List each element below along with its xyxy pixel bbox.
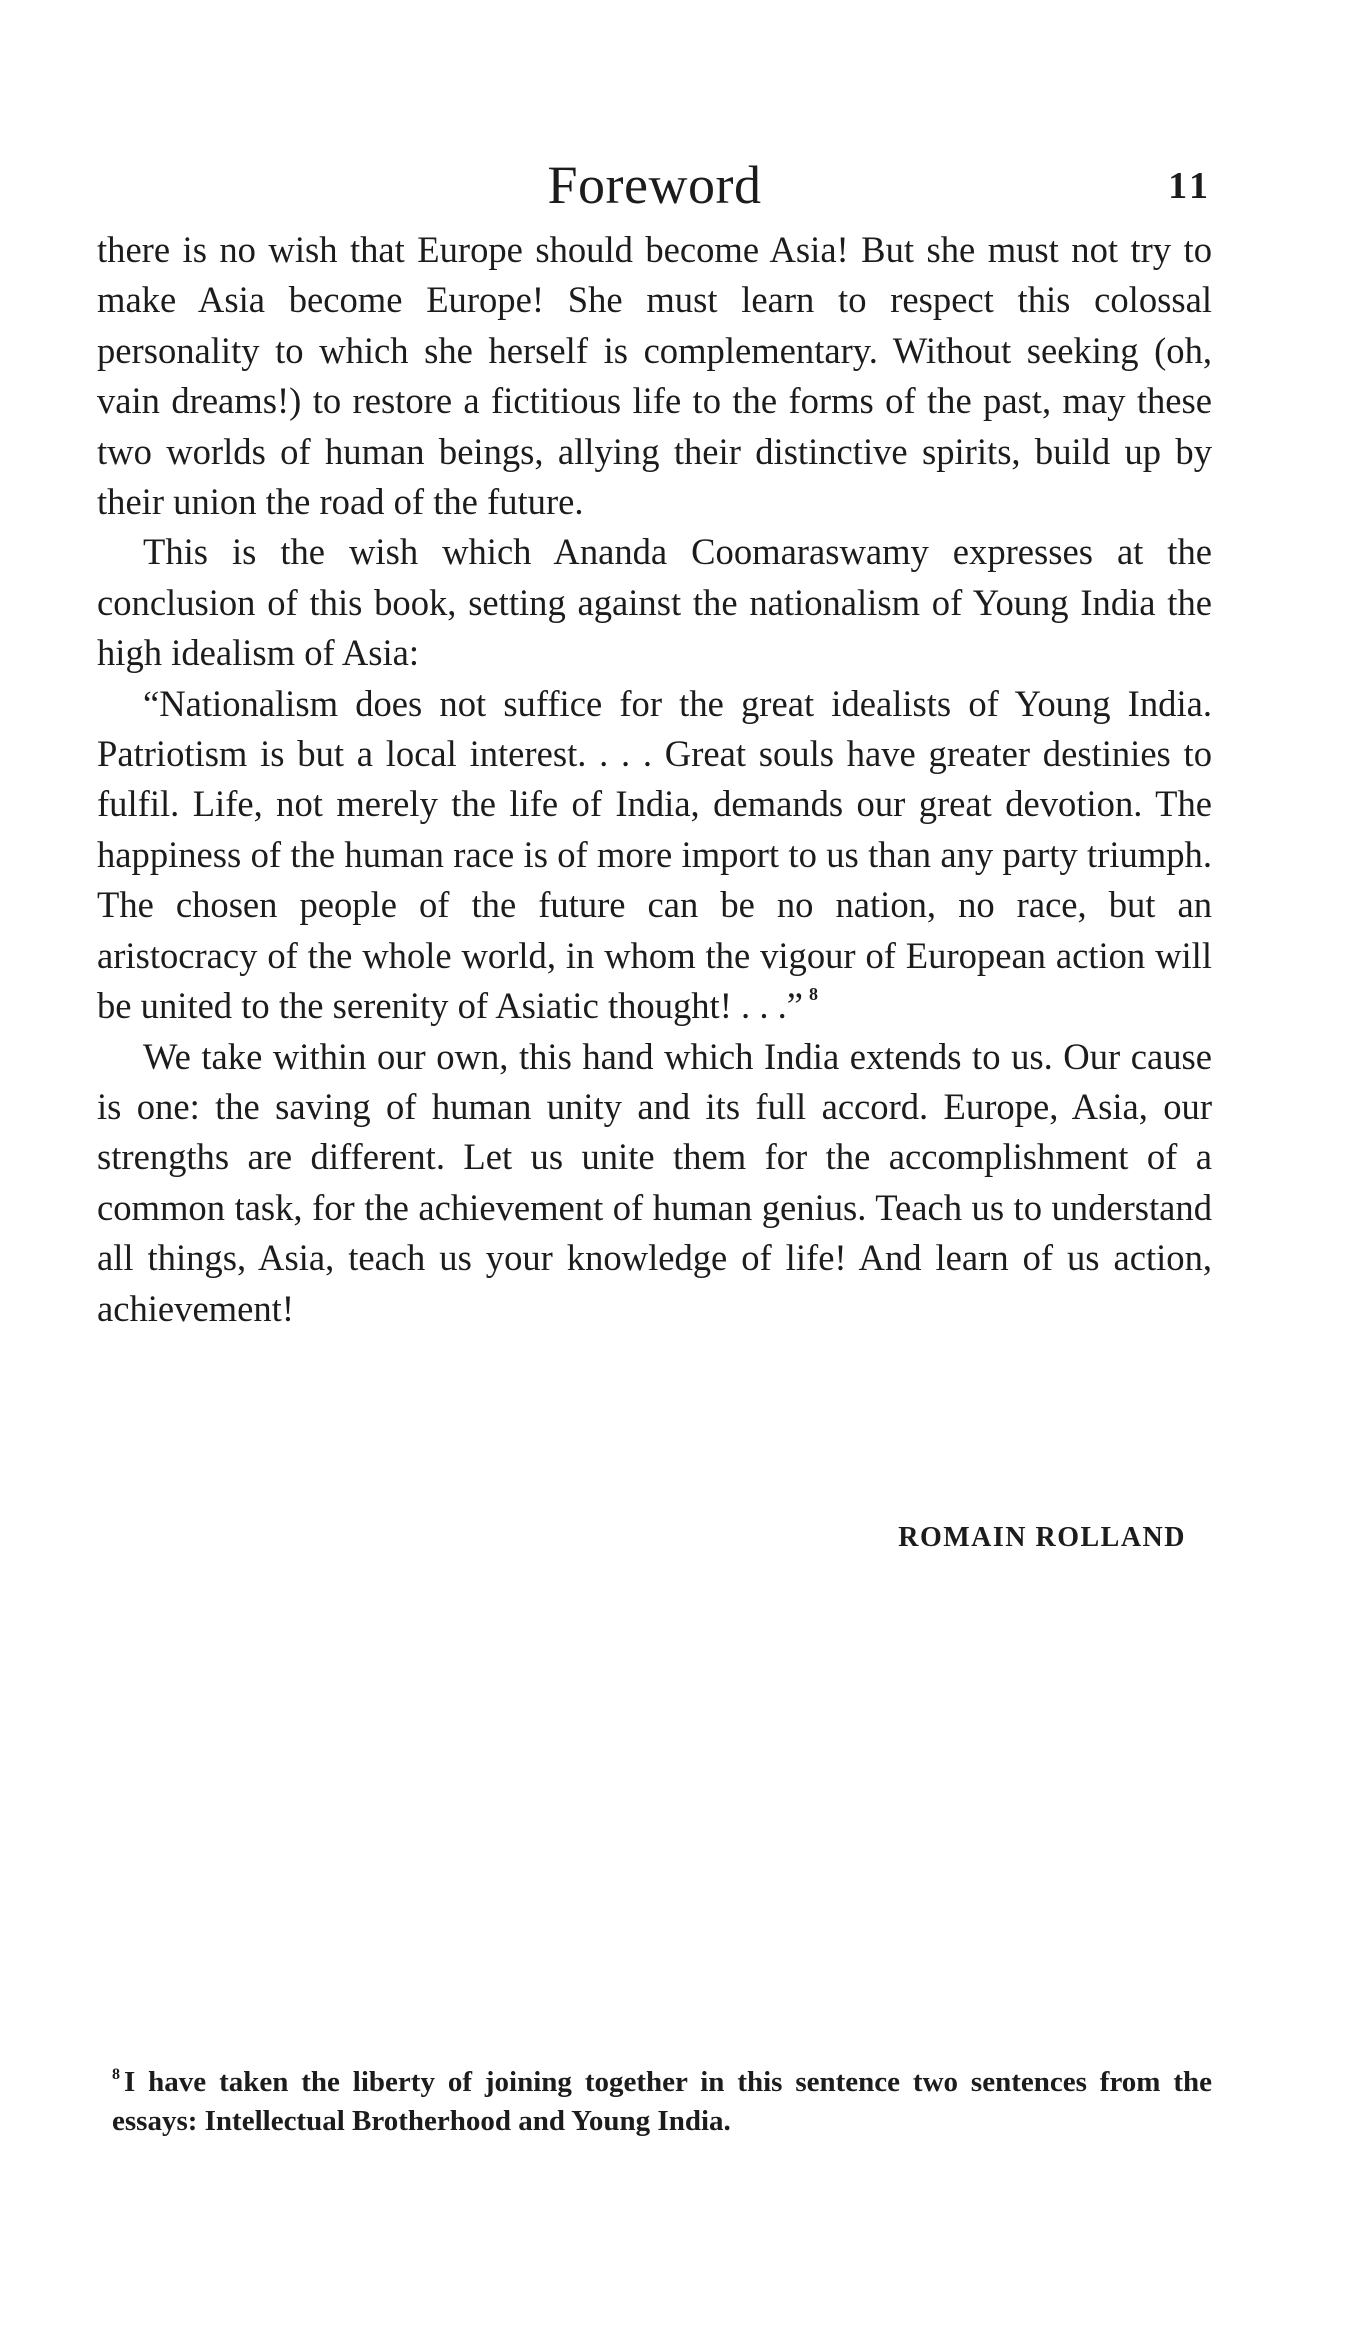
page-header bbox=[97, 150, 1212, 220]
footnote-reference: 8 bbox=[809, 984, 819, 1005]
quotation-text: “Nationalism does not suffice for the great idealists of Young India. Patriotism is but a local interest. . . . Great souls have greater destinies to fulfil. Life, not merely the life of India, demands our great devotion. The happiness of the human race is of more import to us than any party triumph. The chosen people of the future can be no nation, no race, but an aristocracy of the whole world, in whom the vigour of European action will be united to the serenity of Asiatic thought! . . .” bbox=[97, 682, 1212, 1027]
paragraph-2: This is the wish which Ananda Coomaraswamy expresses at the conclusion of this book, setting against the nationalism of Young India the high idealism of Asia: bbox=[97, 531, 1212, 674]
body-text bbox=[97, 225, 1212, 1334]
footnote bbox=[112, 2055, 1212, 2141]
page-number: 11 bbox=[1168, 165, 1212, 207]
footnote-text: I have taken the liberty of joining together in this sentence two sentences from the essays: Intellectual Brotherhood and Young India. bbox=[112, 2066, 1212, 2137]
author-signature: ROMAIN ROLLAND bbox=[898, 1522, 1186, 1553]
paragraph-1: there is no wish that Europe should become Asia! But she must not try to make Asia become Europe! She must learn to respect this colossal personality to which she herself is complementary. Without seeking (oh, vain dreams!) to restore a fictitious life to the forms of the past, may these two worlds of human beings, allying their distinctive spirits, build up by their union the road of the future. bbox=[97, 229, 1212, 523]
footnote-marker: 8 bbox=[112, 2066, 120, 2083]
paragraph-3-quotation bbox=[97, 679, 1212, 1032]
paragraph-4: We take within our own, this hand which India extends to us. Our cause is one: the saving of human unity and its full accord. Europe, Asia, our strengths are different. Let us unite them for the accomplishment of a common task, for the achievement of human genius. Teach us to understand all things, Asia, teach us your knowledge of life! And learn of us action, achievement! bbox=[97, 1035, 1212, 1329]
running-head: Foreword bbox=[547, 155, 762, 215]
